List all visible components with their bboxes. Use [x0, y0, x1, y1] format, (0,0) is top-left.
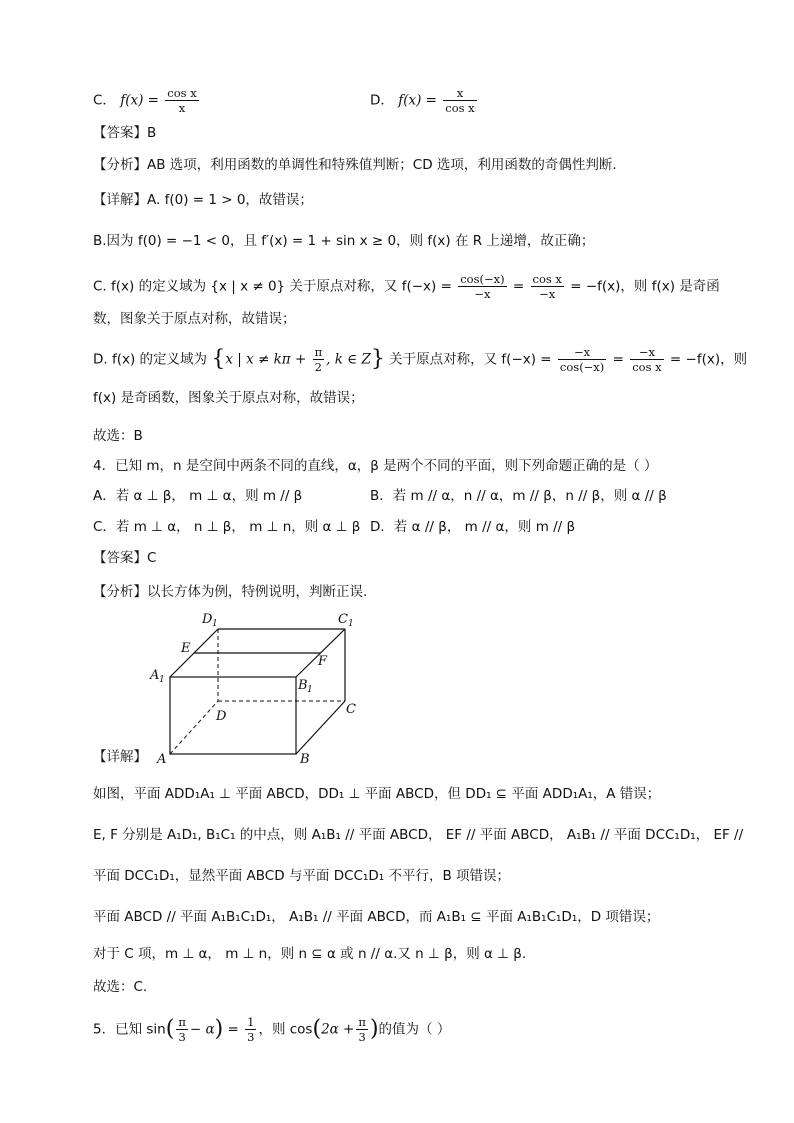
cuboid-figure: [140, 605, 380, 770]
q3-detail-d: D. f(x) 的定义域为 {x | x ≠ kπ + $\frac{\pi}{2}$ , k ∈ Z} 关于原点对称，又 f(−x) = $\frac{-x}{\cos(-x)}$ = $\frac{-x}{\text{cos x}}$ = −f(x)，则: [93, 345, 748, 374]
fraction: [245, 1015, 256, 1044]
numerator: cos x: [167, 86, 197, 100]
q4-option-a: A．若 α ⊥ β， m ⊥ α，则 m // β: [93, 488, 303, 504]
label-a: A: [157, 752, 167, 767]
stem-text: =: [227, 1021, 239, 1038]
q3-answer: 【答案】B: [93, 125, 157, 141]
detail-text: 关于原点对称，又 f(−x) =: [389, 351, 552, 368]
label-c1-sub: 1: [348, 619, 354, 629]
fraction: [558, 345, 606, 374]
label-d: D: [216, 709, 227, 724]
label-a1: A: [150, 668, 160, 683]
fraction: [165, 86, 198, 115]
fraction: [443, 86, 476, 115]
denominator: cos x: [445, 101, 475, 115]
option-label: C．: [93, 92, 116, 109]
numerator: x: [443, 86, 476, 101]
formula: f(x) =: [398, 92, 437, 109]
detail-text: = −f(x)，则 f(x) 是奇函: [570, 278, 720, 295]
q3-detail-b: B.因为 f(0) = −1 < 0，且 f′(x) = 1 + sin x ≥ 0，则 f(x) 在 R 上递增，故正确；: [93, 233, 595, 249]
q3-detail-c2: 数，图象关于原点对称，故错误；: [93, 311, 296, 327]
label-b: B: [300, 752, 310, 767]
numerator: 1: [247, 1015, 255, 1029]
label-b1: B: [298, 678, 308, 693]
fraction: [356, 1015, 368, 1044]
q4-detail-tag: 【详解】: [93, 749, 147, 765]
stem-text: 5．已知 sin: [93, 1021, 166, 1038]
label-b1-sub: 1: [307, 685, 313, 695]
label-e: E: [181, 641, 191, 656]
left-paren: (: [312, 1016, 322, 1042]
denominator: 2: [314, 360, 322, 374]
q4-option-d: D．若 α // β， m // α，则 m // β: [370, 519, 576, 535]
label-a1-sub: 1: [159, 675, 165, 685]
label-d1: D: [202, 612, 213, 627]
q3-detail-c: C. f(x) 的定义域为 {x | x ≠ 0} 关于原点对称，又 f(−x) = $\frac{\cos(-x)}{-x}$ = $\frac{\text{cos x}}{-x}$ = −f(x)，则 f(x) 是奇函: [93, 272, 720, 301]
denominator: cos(−x): [559, 360, 605, 374]
set-text: x | x ≠ kπ +: [225, 351, 307, 368]
denominator: 3: [178, 1030, 186, 1044]
stem-math: − α: [189, 1021, 215, 1038]
q4-option-c: C．若 m ⊥ α， n ⊥ β， m ⊥ n，则 α ⊥ β: [93, 519, 361, 535]
q4-detail-2: E, F 分别是 A₁D₁, B₁C₁ 的中点，则 A₁B₁ // 平面 ABCD， EF // 平面 ABCD， A₁B₁ // 平面 DCC₁D₁， EF //: [93, 827, 744, 843]
label-f: F: [318, 654, 328, 669]
q3-analysis: 【分析】AB 选项，利用函数的单调性和特殊值判断；CD 选项，利用函数的奇偶性判断.: [93, 157, 617, 173]
formula: f(x) =: [120, 92, 159, 109]
detail-text: D. f(x) 的定义域为: [93, 351, 208, 368]
option-label: D．: [370, 92, 394, 109]
denominator: 3: [358, 1030, 366, 1044]
right-brace: }: [370, 346, 385, 372]
numerator: cos(−x): [460, 272, 505, 286]
q4-stem: 4．已知 m，n 是空间中两条不同的直线，α，β 是两个不同的平面，则下列命题正确的是（ ）: [93, 458, 658, 474]
hidden-edge-a-d: [170, 701, 218, 754]
label-c: C: [346, 702, 356, 717]
denominator: x: [178, 101, 186, 115]
q3-option-c: [93, 86, 201, 115]
fraction: [531, 272, 564, 301]
stem-text: ，则 cos: [258, 1021, 313, 1038]
numerator: π: [358, 1015, 366, 1029]
fraction: [313, 345, 325, 374]
q4-analysis: 【分析】以长方体为例，特例说明，判断正误.: [93, 584, 368, 600]
numerator: cos x: [532, 272, 562, 286]
numerator: −x: [558, 345, 606, 360]
numerator: π: [314, 345, 323, 359]
denominator: −x: [474, 287, 491, 301]
q4-choose: 故选：C.: [93, 979, 148, 995]
stem-text: 的值为（ ）: [378, 1021, 451, 1038]
fraction: [458, 272, 506, 301]
detail-text: = −f(x)，则: [669, 351, 748, 368]
fraction: [176, 1015, 188, 1044]
label-c1: C: [338, 612, 348, 627]
q4-option-b: B．若 m // α，n // α，m // β，n // β，则 α // β: [370, 488, 667, 504]
q3-choose: 故选：B: [93, 428, 143, 444]
denominator: 3: [247, 1030, 255, 1044]
q4-detail-1: 如图，平面 ADD₁A₁ ⊥ 平面 ABCD，DD₁ ⊥ 平面 ABCD，但 DD₁ ⊆ 平面 ADD₁A₁，A 错误；: [93, 786, 661, 802]
q3-option-d: [370, 86, 479, 115]
denominator: cos x: [632, 360, 662, 374]
q4-detail-5: 对于 C 项，m ⊥ α， m ⊥ n，则 n ⊆ α 或 n // α.又 n ⊥ β，则 α ⊥ β.: [93, 946, 527, 962]
set-text: , k ∈ Z: [326, 351, 371, 368]
right-paren: ): [369, 1016, 379, 1042]
fraction: [630, 345, 663, 374]
q3-detail-d2: f(x) 是奇函数，图象关于原点对称，故错误；: [93, 390, 364, 406]
stem-math: 2α +: [321, 1021, 355, 1038]
q3-detail-a: 【详解】A. f(0) = 1 > 0，故错误；: [93, 192, 313, 208]
left-paren: (: [165, 1016, 175, 1042]
q4-detail-3: 平面 DCC₁D₁，显然平面 ABCD 与平面 DCC₁D₁ 不平行，B 项错误；: [93, 868, 511, 884]
q4-answer: 【答案】C: [93, 550, 157, 566]
left-brace: {: [211, 346, 226, 372]
label-d1-sub: 1: [212, 619, 218, 629]
edge-b-c: [296, 701, 345, 754]
numerator: π: [178, 1015, 186, 1029]
numerator: −x: [630, 345, 663, 360]
q5-stem: [93, 1015, 450, 1044]
q4-detail-4: 平面 ABCD // 平面 A₁B₁C₁D₁， A₁B₁ // 平面 ABCD，而 A₁B₁ ⊆ 平面 A₁B₁C₁D₁，D 项错误；: [93, 909, 660, 925]
denominator: −x: [539, 287, 556, 301]
front-face: [170, 677, 296, 754]
detail-text: C. f(x) 的定义域为 {x | x ≠ 0} 关于原点对称，又 f(−x) =: [93, 278, 452, 295]
right-paren: ): [214, 1016, 224, 1042]
